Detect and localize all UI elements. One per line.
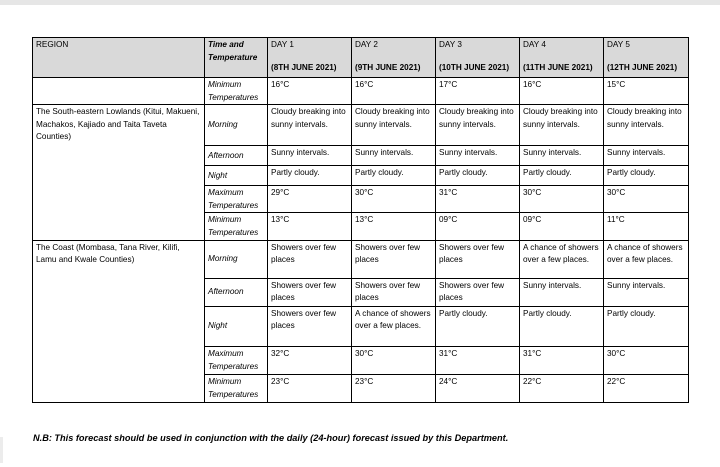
forecast-cell: Sunny intervals. (436, 146, 520, 166)
param-label: Minimum Temperatures (205, 374, 268, 402)
forecast-cell: 32°C (268, 346, 352, 374)
forecast-cell: 31°C (436, 346, 520, 374)
forecast-cell: Sunny intervals. (604, 278, 689, 306)
forecast-cell: Showers over few places (352, 240, 436, 278)
forecast-cell: 16°C (352, 78, 436, 105)
footnote: N.B: This forecast should be used in conjunction with the daily (24-hour) forecast issued by this Department. (33, 433, 509, 443)
param-label: Afternoon (205, 278, 268, 306)
forecast-cell: Cloudy breaking into sunny intervals. (520, 105, 604, 146)
table-row (33, 240, 689, 278)
region-name: The Coast (Mombasa, Tana River, Kilifi, Lamu and Kwale Counties) (33, 240, 205, 402)
forecast-cell: Showers over few places (436, 278, 520, 306)
region-cell-empty (33, 78, 205, 105)
day-header: DAY 5 (12TH JUNE 2021) (604, 38, 689, 78)
param-label: Afternoon (205, 146, 268, 166)
forecast-cell: 09°C (436, 213, 520, 240)
param-label: Minimum Temperatures (205, 213, 268, 240)
forecast-cell: Showers over few places (436, 240, 520, 278)
forecast-cell: 31°C (520, 346, 604, 374)
forecast-cell: 29°C (268, 186, 352, 213)
forecast-cell: Showers over few places (268, 240, 352, 278)
forecast-cell: Sunny intervals. (352, 146, 436, 166)
forecast-cell: 23°C (352, 374, 436, 402)
forecast-cell: 30°C (352, 346, 436, 374)
forecast-cell: 16°C (520, 78, 604, 105)
forecast-cell: Showers over few places (268, 278, 352, 306)
param-label: Morning (205, 105, 268, 146)
forecast-cell: 30°C (520, 186, 604, 213)
forecast-cell: Cloudy breaking into sunny intervals. (268, 105, 352, 146)
forecast-cell: Cloudy breaking into sunny intervals. (352, 105, 436, 146)
param-label: Maximum Temperatures (205, 186, 268, 213)
forecast-cell: Partly cloudy. (520, 166, 604, 186)
forecast-table (32, 37, 689, 403)
forecast-cell: Sunny intervals. (520, 278, 604, 306)
forecast-cell: 17°C (436, 78, 520, 105)
forecast-cell: Partly cloudy. (352, 166, 436, 186)
forecast-cell: 23°C (268, 374, 352, 402)
forecast-cell: 13°C (352, 213, 436, 240)
forecast-cell: Partly cloudy. (268, 166, 352, 186)
forecast-cell: 22°C (604, 374, 689, 402)
forecast-cell: Partly cloudy. (436, 306, 520, 346)
forecast-cell: 30°C (604, 186, 689, 213)
param-label: Minimum Temperatures (205, 78, 268, 105)
forecast-cell: Sunny intervals. (604, 146, 689, 166)
day-header: DAY 2 (9TH JUNE 2021) (352, 38, 436, 78)
forecast-cell: Cloudy breaking into sunny intervals. (604, 105, 689, 146)
forecast-cell: A chance of showers over a few places. (352, 306, 436, 346)
header-row (33, 38, 689, 78)
forecast-cell: Sunny intervals. (268, 146, 352, 166)
forecast-cell: Partly cloudy. (520, 306, 604, 346)
top-strip (0, 0, 720, 5)
forecast-cell: Showers over few places (352, 278, 436, 306)
left-edge-strip (0, 437, 3, 463)
table-row (33, 105, 689, 146)
forecast-cell: 30°C (604, 346, 689, 374)
forecast-cell: 16°C (268, 78, 352, 105)
forecast-cell: 13°C (268, 213, 352, 240)
forecast-cell: 30°C (352, 186, 436, 213)
day-header: DAY 1 (8TH JUNE 2021) (268, 38, 352, 78)
forecast-cell: A chance of showers over a few places. (520, 240, 604, 278)
forecast-cell: Partly cloudy. (436, 166, 520, 186)
region-header: REGION (33, 38, 205, 78)
forecast-cell: 22°C (520, 374, 604, 402)
forecast-cell: Partly cloudy. (604, 306, 689, 346)
forecast-cell: 31°C (436, 186, 520, 213)
param-label: Morning (205, 240, 268, 278)
forecast-cell: 11°C (604, 213, 689, 240)
forecast-cell: Partly cloudy. (604, 166, 689, 186)
forecast-cell: Cloudy breaking into sunny intervals. (436, 105, 520, 146)
time-temp-header: Time and Temperature (205, 38, 268, 78)
forecast-cell: 09°C (520, 213, 604, 240)
region-name: The South-eastern Lowlands (Kitui, Makueni, Machakos, Kajiado and Taita Taveta Counties) (33, 105, 205, 240)
day-header: DAY 3 (10TH JUNE 2021) (436, 38, 520, 78)
forecast-cell: Showers over few places (268, 306, 352, 346)
forecast-cell: 24°C (436, 374, 520, 402)
param-label: Night (205, 166, 268, 186)
forecast-cell: 15°C (604, 78, 689, 105)
param-label: Maximum Temperatures (205, 346, 268, 374)
day-header: DAY 4 (11TH JUNE 2021) (520, 38, 604, 78)
forecast-cell: Sunny intervals. (520, 146, 604, 166)
table-row (33, 78, 689, 105)
forecast-cell: A chance of showers over a few places. (604, 240, 689, 278)
param-label: Night (205, 306, 268, 346)
